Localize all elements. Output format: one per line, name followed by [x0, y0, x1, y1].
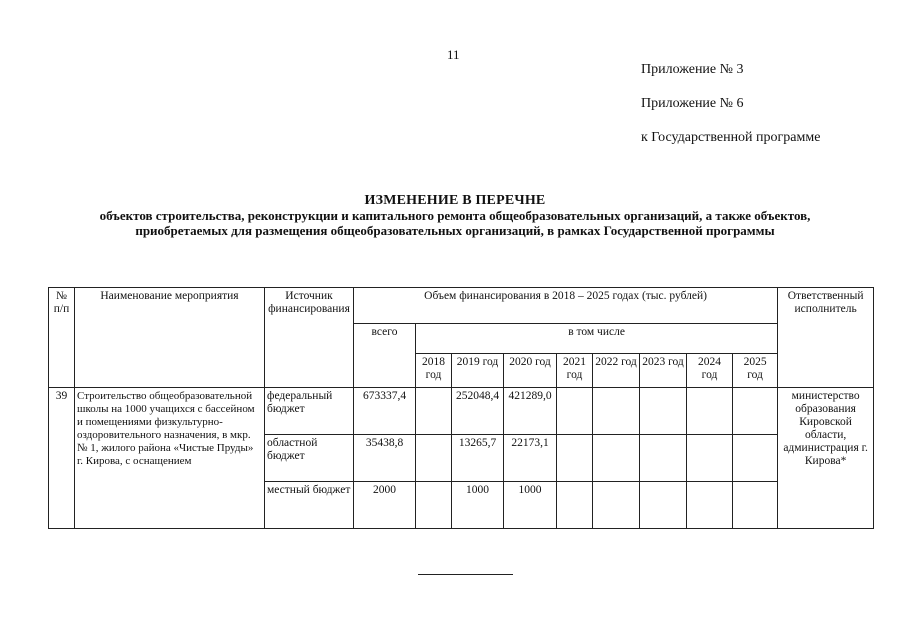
header-responsible: Ответственный исполнитель — [778, 288, 874, 388]
row-year-value — [593, 388, 640, 435]
row-responsible: министерство образования Кировской области, администрация г. Кирова* — [778, 388, 874, 529]
header-source: Источник финансирования — [265, 288, 354, 388]
row-year-value: 1000 — [504, 482, 557, 529]
row-total: 2000 — [354, 482, 416, 529]
row-source: местный бюджет — [265, 482, 354, 529]
row-year-value — [557, 388, 593, 435]
financing-table — [48, 287, 874, 529]
row-total: 35438,8 — [354, 435, 416, 482]
row-year-value — [416, 482, 452, 529]
row-year-value — [687, 388, 733, 435]
row-year-value — [733, 482, 778, 529]
row-year-value — [416, 435, 452, 482]
row-year-value — [557, 482, 593, 529]
row-name: Строительство общеобразовательной школы на 1000 учащихся с бассейном и помещениями физкультурно-оздоровительного назначения, в мкр. № 1, жилого района «Чистые Пруды» г. Кирова, с оснащением — [75, 388, 265, 529]
header-including: в том числе — [416, 324, 778, 354]
row-num: 39 — [49, 388, 75, 529]
row-year-value: 13265,7 — [452, 435, 504, 482]
row-year-value — [640, 482, 687, 529]
title-subtitle: объектов строительства, реконструкции и капитального ремонта общеобразовательных организаций, а также объектов, приобретаемых для размещения общеобразовательных организаций, в рамках Государственной программы — [99, 208, 811, 238]
row-year-value — [640, 388, 687, 435]
row-year-value — [416, 388, 452, 435]
header-year: 2019 год — [452, 354, 504, 388]
row-year-value — [593, 482, 640, 529]
header-year: 2018 год — [416, 354, 452, 388]
row-year-value: 421289,0 — [504, 388, 557, 435]
header-year: 2022 год — [593, 354, 640, 388]
header-year: 2025 год — [733, 354, 778, 388]
header-total: всего — [354, 324, 416, 388]
header-year: 2021 год — [557, 354, 593, 388]
appendix-line-1: Приложение № 3 — [641, 62, 744, 77]
header-year: 2020 год — [504, 354, 557, 388]
header-year: 2023 год — [640, 354, 687, 388]
footer-separator-line — [418, 574, 513, 575]
row-year-value — [640, 435, 687, 482]
row-year-value — [557, 435, 593, 482]
header-name: Наименование мероприятия — [75, 288, 265, 388]
appendix-line-2: Приложение № 6 — [641, 96, 744, 111]
row-source: областной бюджет — [265, 435, 354, 482]
page-number: 11 — [447, 47, 460, 62]
row-year-value — [593, 435, 640, 482]
table-row — [49, 388, 874, 435]
row-year-value — [733, 435, 778, 482]
row-year-value: 22173,1 — [504, 435, 557, 482]
title-main: ИЗМЕНЕНИЕ В ПЕРЕЧНЕ — [364, 193, 546, 208]
row-year-value: 252048,4 — [452, 388, 504, 435]
header-volume: Объем финансирования в 2018 – 2025 годах (тыс. рублей) — [354, 288, 778, 324]
row-year-value: 1000 — [452, 482, 504, 529]
row-source: федеральный бюджет — [265, 388, 354, 435]
row-year-value — [687, 482, 733, 529]
header-year: 2024 год — [687, 354, 733, 388]
document-title — [60, 193, 850, 238]
row-total: 673337,4 — [354, 388, 416, 435]
row-year-value — [687, 435, 733, 482]
row-year-value — [733, 388, 778, 435]
appendix-line-3: к Государственной программе — [641, 130, 821, 145]
header-num: № п/п — [49, 288, 75, 388]
